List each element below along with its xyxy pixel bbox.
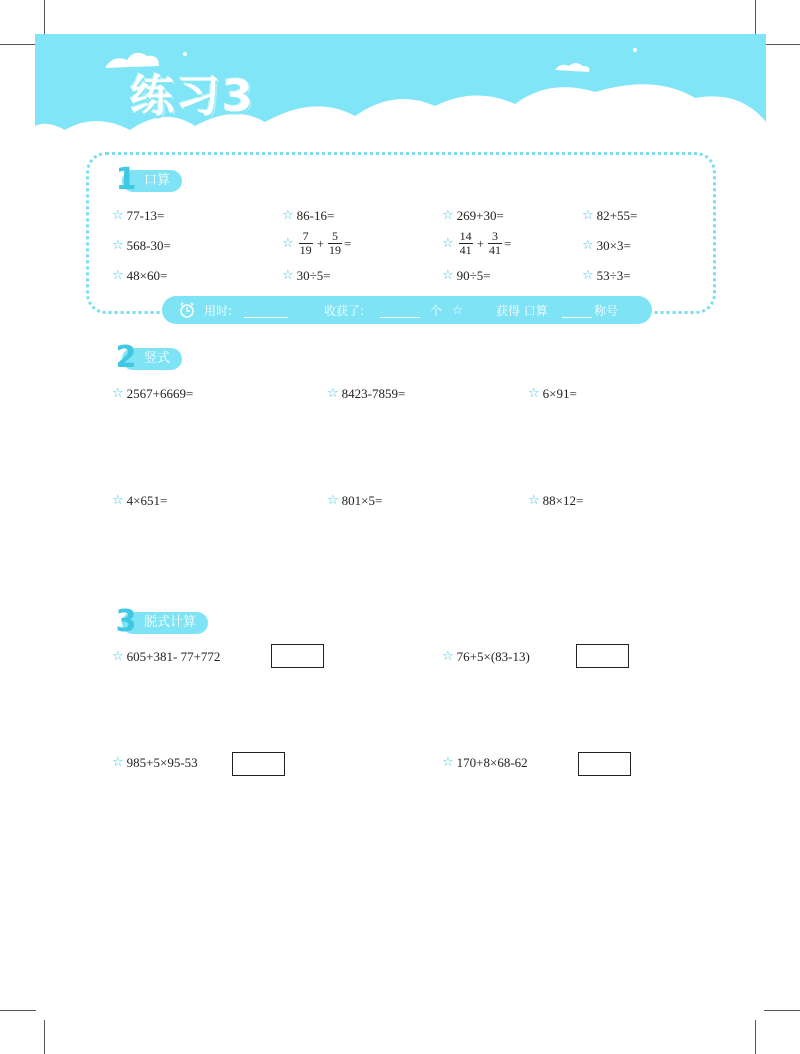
problem: ☆ 801×5=: [327, 493, 383, 508]
crop-mark: [0, 1010, 36, 1011]
page-title: 练习3: [130, 71, 255, 122]
answer-box[interactable]: [271, 644, 324, 668]
star-outline-icon: ☆: [452, 303, 463, 317]
count-blank[interactable]: [380, 305, 420, 318]
crop-mark: [755, 0, 756, 34]
star-outline-icon: ☆: [442, 208, 454, 223]
star-outline-icon: ☆: [112, 386, 124, 401]
star-outline-icon: ☆: [282, 235, 294, 251]
answer-box[interactable]: [578, 752, 631, 776]
star-outline-icon: ☆: [528, 493, 540, 508]
crop-mark: [44, 0, 45, 34]
problem: ☆ 30×3=: [582, 238, 631, 253]
fraction-problem: ☆ $\frac{14}{41}$ + $\frac{3}{41}$ =: [442, 229, 512, 257]
crop-mark: [755, 1020, 756, 1054]
problem: ☆ 6×91=: [528, 386, 577, 401]
answer-box[interactable]: [576, 644, 629, 668]
problem: ☆ 86-16=: [282, 208, 335, 223]
alarm-clock-icon: [178, 301, 196, 319]
section-number: 3: [115, 604, 137, 639]
progress-status-bar: [162, 296, 652, 324]
problem: ☆ 8423-7859=: [327, 386, 406, 401]
star-outline-icon: ☆: [582, 208, 594, 223]
crop-mark: [44, 1020, 45, 1054]
award-label: 获得 口算: [496, 303, 548, 318]
count-unit: 个: [430, 303, 443, 318]
star-outline-icon: ☆: [582, 268, 594, 283]
star-outline-icon: ☆: [112, 238, 124, 253]
section-number: 2: [115, 340, 137, 375]
problem: ☆ 77-13=: [112, 208, 165, 223]
time-label: 用时:: [204, 303, 233, 318]
star-outline-icon: ☆: [112, 208, 124, 223]
fraction-problem: ☆ $\frac{7}{19}$ + $\frac{5}{19}$ =: [282, 229, 352, 257]
problem: ☆ 82+55=: [582, 208, 638, 223]
crop-mark: [0, 44, 36, 45]
star-outline-icon: ☆: [112, 268, 124, 283]
star-outline-icon: ☆: [442, 755, 454, 770]
section-label: 脱式计算: [122, 612, 208, 634]
fraction: $\frac{3}{41}$: [489, 229, 501, 257]
title-blank[interactable]: [562, 305, 592, 318]
fraction: $\frac{7}{19}$: [299, 229, 312, 257]
star-outline-icon: ☆: [528, 386, 540, 401]
star-outline-icon: ☆: [582, 238, 594, 253]
star-outline-icon: ☆: [442, 235, 454, 251]
problem: ☆ 985+5×95-53: [112, 755, 198, 770]
star-outline-icon: ☆: [282, 268, 294, 283]
problem: ☆ 30÷5=: [282, 268, 331, 283]
problem: ☆ 4×651=: [112, 493, 168, 508]
section-label: 竖式: [122, 348, 182, 370]
problem: ☆ 48×60=: [112, 268, 168, 283]
problem: ☆ 53÷3=: [582, 268, 631, 283]
star-outline-icon: ☆: [112, 755, 124, 770]
problem: ☆ 170+8×68-62: [442, 755, 528, 770]
star-outline-icon: ☆: [112, 493, 124, 508]
section-label: 口算: [122, 170, 182, 192]
star-outline-icon: ☆: [112, 649, 124, 664]
problem: ☆ 76+5×(83-13): [442, 649, 530, 664]
fraction: $\frac{5}{19}$: [329, 229, 341, 257]
answer-box[interactable]: [232, 752, 285, 776]
problem: ☆ 269+30=: [442, 208, 504, 223]
star-outline-icon: ☆: [327, 493, 339, 508]
crop-mark: [764, 1010, 800, 1011]
time-blank[interactable]: [244, 305, 288, 318]
problem: ☆ 2567+6669=: [112, 386, 194, 401]
star-outline-icon: ☆: [442, 649, 454, 664]
problem: ☆ 88×12=: [528, 493, 584, 508]
problem: ☆ 605+381- 77+772: [112, 649, 221, 664]
crop-mark: [764, 44, 800, 45]
section-number: 1: [115, 162, 137, 197]
problem: ☆ 90÷5=: [442, 268, 491, 283]
star-outline-icon: ☆: [282, 208, 294, 223]
title-suffix: 称号: [594, 303, 619, 318]
fraction: $\frac{14}{41}$: [459, 229, 472, 257]
problem: ☆ 568-30=: [112, 238, 171, 253]
harvest-label: 收获了:: [324, 303, 365, 318]
star-outline-icon: ☆: [327, 386, 339, 401]
star-outline-icon: ☆: [442, 268, 454, 283]
